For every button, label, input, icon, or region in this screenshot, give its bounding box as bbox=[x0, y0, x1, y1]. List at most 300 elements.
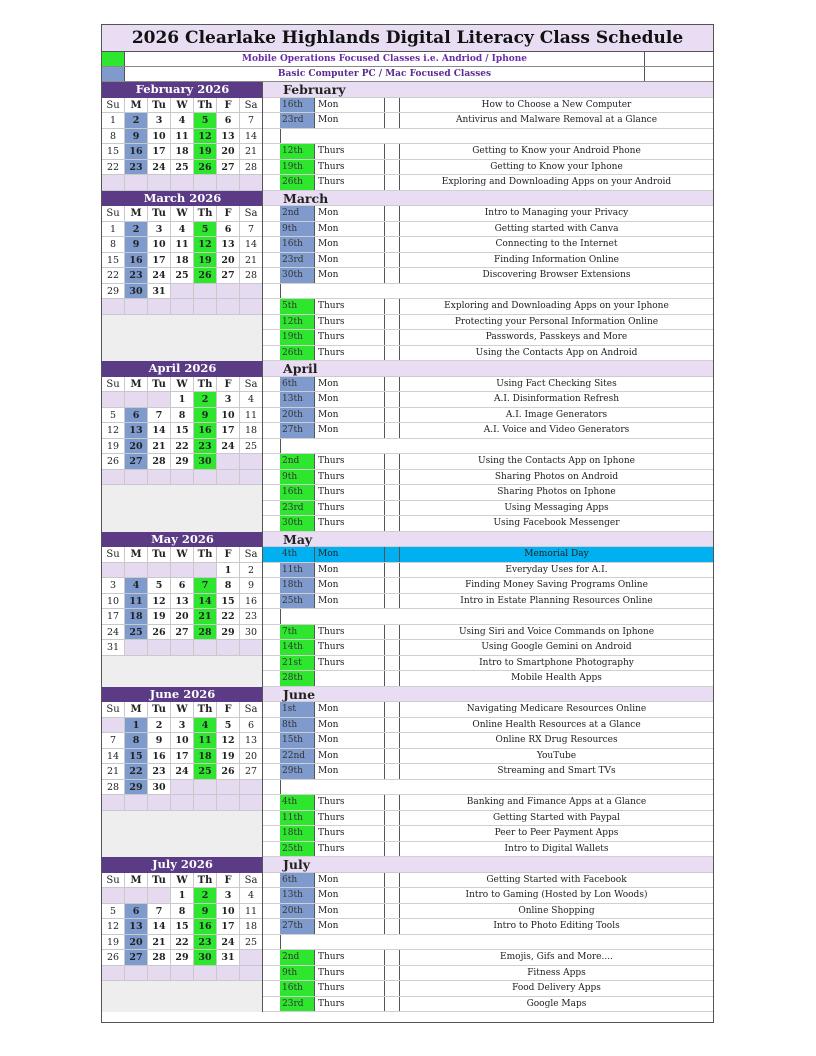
blank-row bbox=[263, 439, 713, 455]
month-header: April bbox=[263, 361, 713, 377]
row-divider bbox=[280, 284, 281, 299]
calendar-day: 14 bbox=[194, 594, 217, 610]
class-date: 19th bbox=[280, 330, 314, 345]
calendar-week bbox=[102, 423, 263, 439]
class-day: Mon bbox=[314, 888, 384, 903]
class-day: Mon bbox=[314, 237, 384, 252]
class-row bbox=[263, 98, 713, 114]
calendar-day: 23 bbox=[194, 439, 217, 455]
calendar-day bbox=[240, 470, 263, 486]
blank-row bbox=[263, 129, 713, 145]
row-separator bbox=[384, 315, 400, 330]
calendar-day: 18 bbox=[171, 144, 194, 160]
class-row bbox=[263, 919, 713, 935]
calendar-day: 8 bbox=[171, 408, 194, 424]
row-separator bbox=[384, 253, 400, 268]
weekday-label: F bbox=[217, 873, 240, 889]
calendar-day bbox=[240, 950, 263, 966]
row-separator bbox=[384, 516, 400, 531]
blank-row bbox=[263, 780, 713, 796]
class-day: Thurs bbox=[314, 315, 384, 330]
calendar-day: 3 bbox=[217, 888, 240, 904]
calendar-week bbox=[102, 222, 263, 238]
class-date: 14th bbox=[280, 640, 314, 655]
class-title: Intro to Photo Editing Tools bbox=[493, 921, 620, 931]
weekday-label: Th bbox=[194, 98, 217, 114]
row-separator bbox=[384, 625, 400, 640]
legend-pc-label: Basic Computer PC / Mac Focused Classes bbox=[125, 67, 645, 81]
calendar-day: 5 bbox=[148, 578, 171, 594]
calendar-day bbox=[240, 175, 263, 191]
calendar-title: February 2026 bbox=[102, 82, 263, 98]
class-date: 20th bbox=[280, 904, 314, 919]
month-header: June bbox=[263, 687, 713, 703]
row-separator bbox=[384, 330, 400, 345]
row-separator bbox=[384, 160, 400, 175]
calendar-day bbox=[240, 640, 263, 656]
calendar-day: 15 bbox=[171, 423, 194, 439]
calendar-day: 11 bbox=[171, 129, 194, 145]
class-title: Peer to Peer Payment Apps bbox=[494, 828, 619, 838]
calendar-day: 25 bbox=[194, 764, 217, 780]
calendar-day: 27 bbox=[171, 625, 194, 641]
calendar-day: 17 bbox=[148, 144, 171, 160]
legend-mobile-label: Mobile Operations Focused Classes i.e. Andriod / Iphone bbox=[125, 52, 645, 66]
page-title: 2026 Clearlake Highlands Digital Literacy Class Schedule bbox=[102, 25, 713, 52]
calendar-weekdays bbox=[102, 873, 263, 889]
calendar-day: 31 bbox=[148, 284, 171, 300]
calendar-day bbox=[240, 299, 263, 315]
calendar-day bbox=[194, 284, 217, 300]
calendar-day bbox=[125, 175, 148, 191]
class-row bbox=[263, 299, 713, 315]
calendar-day: 10 bbox=[217, 408, 240, 424]
calendar-week bbox=[102, 160, 263, 176]
calendar-week bbox=[102, 888, 263, 904]
row-separator bbox=[384, 222, 400, 237]
mini-calendar bbox=[102, 857, 263, 1012]
class-row bbox=[263, 113, 713, 129]
class-row bbox=[263, 423, 713, 439]
class-day: Mon bbox=[314, 408, 384, 423]
calendar-day: 23 bbox=[125, 160, 148, 176]
calendar-day: 17 bbox=[171, 749, 194, 765]
class-date: 12th bbox=[280, 315, 314, 330]
calendar-day: 1 bbox=[102, 113, 125, 129]
calendar-day: 19 bbox=[194, 253, 217, 269]
calendar-day: 27 bbox=[217, 268, 240, 284]
calendar-week bbox=[102, 764, 263, 780]
class-day: Thurs bbox=[314, 299, 384, 314]
row-separator bbox=[384, 563, 400, 578]
weekday-label: W bbox=[171, 377, 194, 393]
weekday-label: Th bbox=[194, 206, 217, 222]
calendar-week bbox=[102, 749, 263, 765]
calendar-week bbox=[102, 795, 263, 811]
calendar-day: 20 bbox=[171, 609, 194, 625]
calendar-week bbox=[102, 966, 263, 982]
calendar-day: 9 bbox=[194, 904, 217, 920]
calendar-day bbox=[171, 966, 194, 982]
calendar-day: 19 bbox=[148, 609, 171, 625]
class-row bbox=[263, 594, 713, 610]
class-title: A.I. Image Generators bbox=[505, 409, 608, 420]
calendar-day: 27 bbox=[217, 160, 240, 176]
class-row bbox=[263, 501, 713, 517]
calendar-day: 10 bbox=[148, 237, 171, 253]
calendar-day bbox=[102, 718, 125, 734]
row-separator bbox=[384, 144, 400, 159]
calendar-day: 21 bbox=[194, 609, 217, 625]
class-row bbox=[263, 206, 713, 222]
calendar-day: 3 bbox=[102, 578, 125, 594]
class-date: 19th bbox=[280, 160, 314, 175]
calendar-weekdays bbox=[102, 98, 263, 114]
class-day: Mon bbox=[314, 98, 384, 113]
calendar-day bbox=[148, 563, 171, 579]
class-day: Thurs bbox=[314, 811, 384, 826]
calendar-week bbox=[102, 237, 263, 253]
calendar-day: 12 bbox=[194, 237, 217, 253]
class-row bbox=[263, 733, 713, 749]
calendar-day bbox=[240, 454, 263, 470]
calendar-day: 20 bbox=[240, 749, 263, 765]
calendar-day: 28 bbox=[148, 950, 171, 966]
calendar-week bbox=[102, 904, 263, 920]
class-day: Thurs bbox=[314, 516, 384, 531]
class-title: Protecting your Personal Information Online bbox=[454, 316, 659, 327]
calendar-day: 4 bbox=[194, 718, 217, 734]
weekday-label: Sa bbox=[240, 377, 263, 393]
calendar-day bbox=[102, 795, 125, 811]
calendar-day: 7 bbox=[102, 733, 125, 749]
class-title: Using Fact Checking Sites bbox=[496, 378, 617, 389]
class-title: A.I. Disinformation Refresh bbox=[493, 394, 620, 404]
calendar-day: 18 bbox=[194, 749, 217, 765]
calendar-day: 5 bbox=[194, 113, 217, 129]
row-divider bbox=[280, 129, 281, 144]
row-separator bbox=[384, 346, 400, 361]
calendar-day: 31 bbox=[102, 640, 125, 656]
class-date: 29th bbox=[280, 764, 314, 779]
class-date: 21st bbox=[280, 656, 314, 671]
class-date: 12th bbox=[280, 144, 314, 159]
class-title: Getting Started with Paypal bbox=[492, 812, 621, 823]
class-date: 11th bbox=[280, 563, 314, 578]
row-separator bbox=[384, 997, 400, 1012]
class-date: 28th bbox=[280, 671, 314, 686]
calendar-day: 22 bbox=[125, 764, 148, 780]
calendar-day: 1 bbox=[125, 718, 148, 734]
calendar-day: 16 bbox=[125, 144, 148, 160]
calendar-day: 1 bbox=[171, 888, 194, 904]
class-day: Thurs bbox=[314, 640, 384, 655]
class-date: 25th bbox=[280, 594, 314, 609]
calendar-day: 28 bbox=[240, 160, 263, 176]
calendar-day bbox=[194, 780, 217, 796]
legend-swatch-pc bbox=[102, 67, 125, 81]
row-separator bbox=[384, 640, 400, 655]
weekday-label: Tu bbox=[148, 702, 171, 718]
weekday-label: Sa bbox=[240, 98, 263, 114]
weekday-label: M bbox=[125, 206, 148, 222]
class-row bbox=[263, 330, 713, 346]
calendar-week bbox=[102, 439, 263, 455]
calendar-day: 30 bbox=[240, 625, 263, 641]
weekday-label: Tu bbox=[148, 206, 171, 222]
calendar-day: 24 bbox=[171, 764, 194, 780]
calendar-day: 12 bbox=[148, 594, 171, 610]
calendar-day bbox=[194, 563, 217, 579]
calendar-week bbox=[102, 563, 263, 579]
calendar-day: 11 bbox=[240, 408, 263, 424]
class-date: 16th bbox=[280, 237, 314, 252]
calendar-day: 16 bbox=[240, 594, 263, 610]
calendar-day: 7 bbox=[194, 578, 217, 594]
calendar-day bbox=[194, 299, 217, 315]
calendar-day: 26 bbox=[194, 160, 217, 176]
class-date: 30th bbox=[280, 268, 314, 283]
weekday-label: M bbox=[125, 98, 148, 114]
weekday-label: F bbox=[217, 547, 240, 563]
class-date: 23rd bbox=[280, 997, 314, 1012]
row-separator bbox=[384, 904, 400, 919]
row-separator bbox=[384, 873, 400, 888]
weekday-label: F bbox=[217, 206, 240, 222]
row-separator bbox=[384, 795, 400, 810]
calendar-day bbox=[194, 966, 217, 982]
class-date: 16th bbox=[280, 98, 314, 113]
calendar-day bbox=[217, 795, 240, 811]
class-day: Mon bbox=[314, 578, 384, 593]
calendar-day: 20 bbox=[217, 253, 240, 269]
calendar-day bbox=[148, 795, 171, 811]
calendar-day bbox=[171, 795, 194, 811]
class-row bbox=[263, 981, 713, 997]
class-day: Mon bbox=[314, 702, 384, 717]
weekday-label: M bbox=[125, 377, 148, 393]
class-row bbox=[263, 842, 713, 858]
calendar-day bbox=[240, 966, 263, 982]
calendar-day: 16 bbox=[148, 749, 171, 765]
class-row bbox=[263, 222, 713, 238]
class-day: Mon bbox=[314, 113, 384, 128]
class-title: Exploring and Downloading Apps on your Iphone bbox=[444, 301, 669, 311]
calendar-week bbox=[102, 113, 263, 129]
calendar-day: 20 bbox=[125, 935, 148, 951]
calendar-day: 16 bbox=[194, 919, 217, 935]
class-row bbox=[263, 888, 713, 904]
class-title: Sharing Photos on Android bbox=[494, 471, 619, 482]
calendar-day: 10 bbox=[171, 733, 194, 749]
calendar-day: 22 bbox=[171, 439, 194, 455]
calendar-day: 24 bbox=[102, 625, 125, 641]
calendar-week bbox=[102, 780, 263, 796]
class-title: Finding Information Online bbox=[494, 254, 619, 265]
class-title: Using the Contacts App on Iphone bbox=[478, 456, 635, 466]
class-title: Online RX Drug Resources bbox=[495, 735, 618, 745]
calendar-day bbox=[125, 563, 148, 579]
weekday-label: Su bbox=[102, 547, 125, 563]
class-day: Thurs bbox=[314, 175, 384, 190]
calendar-week bbox=[102, 284, 263, 300]
row-separator bbox=[384, 98, 400, 113]
calendar-week bbox=[102, 950, 263, 966]
class-day: Mon bbox=[314, 547, 384, 562]
calendar-week bbox=[102, 454, 263, 470]
class-date: 16th bbox=[280, 485, 314, 500]
calendar-day: 29 bbox=[125, 780, 148, 796]
class-day: Thurs bbox=[314, 950, 384, 965]
class-title: Using Google Gemini on Android bbox=[481, 642, 632, 652]
class-title: Using Siri and Voice Commands on Iphone bbox=[458, 626, 655, 637]
calendar-day: 11 bbox=[171, 237, 194, 253]
row-separator bbox=[384, 237, 400, 252]
class-day: Thurs bbox=[314, 981, 384, 996]
calendar-day: 28 bbox=[240, 268, 263, 284]
calendar-day: 30 bbox=[194, 454, 217, 470]
row-separator bbox=[384, 826, 400, 841]
class-day: Thurs bbox=[314, 485, 384, 500]
calendar-day: 25 bbox=[171, 268, 194, 284]
calendar-day: 18 bbox=[171, 253, 194, 269]
calendar-day: 23 bbox=[194, 935, 217, 951]
class-row bbox=[263, 315, 713, 331]
class-title: Connecting to the Internet bbox=[495, 239, 618, 249]
calendar-week bbox=[102, 718, 263, 734]
calendar-day: 28 bbox=[148, 454, 171, 470]
row-separator bbox=[384, 485, 400, 500]
class-title: YouTube bbox=[536, 750, 577, 761]
calendar-title: June 2026 bbox=[102, 687, 263, 703]
calendar-day: 19 bbox=[217, 749, 240, 765]
row-separator bbox=[384, 966, 400, 981]
class-row bbox=[263, 377, 713, 393]
mini-calendar bbox=[102, 191, 263, 362]
calendar-day: 22 bbox=[102, 160, 125, 176]
class-title: Getting to Know your Iphone bbox=[490, 161, 623, 172]
calendar-day: 10 bbox=[148, 129, 171, 145]
calendar-day bbox=[217, 640, 240, 656]
calendar-day: 22 bbox=[102, 268, 125, 284]
class-day: Mon bbox=[314, 764, 384, 779]
calendar-day bbox=[125, 392, 148, 408]
class-title: Fitness Apps bbox=[527, 967, 586, 978]
calendar-day: 6 bbox=[217, 222, 240, 238]
class-row bbox=[263, 160, 713, 176]
legend-mobile bbox=[102, 52, 713, 67]
calendar-day bbox=[217, 966, 240, 982]
class-title: Intro in Estate Planning Resources Online bbox=[460, 595, 653, 606]
weekday-label: Su bbox=[102, 98, 125, 114]
class-title: Banking and Fimance Apps at a Glance bbox=[466, 797, 647, 807]
class-row bbox=[263, 811, 713, 827]
calendar-day: 25 bbox=[240, 935, 263, 951]
calendar-day bbox=[125, 640, 148, 656]
class-row bbox=[263, 175, 713, 191]
calendar-day: 5 bbox=[217, 718, 240, 734]
calendar-day bbox=[148, 175, 171, 191]
calendar-day bbox=[102, 888, 125, 904]
calendar-day bbox=[102, 563, 125, 579]
class-row bbox=[263, 625, 713, 641]
calendar-day: 4 bbox=[171, 222, 194, 238]
calendar-day: 27 bbox=[240, 764, 263, 780]
calendar-day bbox=[194, 640, 217, 656]
class-title: Food Delivery Apps bbox=[512, 983, 601, 993]
weekday-label: F bbox=[217, 98, 240, 114]
calendar-day: 13 bbox=[240, 733, 263, 749]
row-separator bbox=[384, 919, 400, 934]
calendar-day: 3 bbox=[148, 113, 171, 129]
calendar-day bbox=[171, 470, 194, 486]
calendar-day: 13 bbox=[171, 594, 194, 610]
mini-calendar bbox=[102, 532, 263, 687]
class-row bbox=[263, 640, 713, 656]
class-date: 8th bbox=[280, 718, 314, 733]
calendar-week bbox=[102, 625, 263, 641]
calendar-day: 6 bbox=[125, 408, 148, 424]
calendar-day: 7 bbox=[148, 904, 171, 920]
calendar-day: 13 bbox=[217, 129, 240, 145]
calendar-day: 29 bbox=[217, 625, 240, 641]
class-row bbox=[263, 237, 713, 253]
calendar-day bbox=[194, 795, 217, 811]
calendar-day: 16 bbox=[194, 423, 217, 439]
calendar-day: 4 bbox=[171, 113, 194, 129]
class-row bbox=[263, 253, 713, 269]
calendar-day: 24 bbox=[148, 160, 171, 176]
class-date: 7th bbox=[280, 625, 314, 640]
month-header: July bbox=[263, 857, 713, 873]
class-date: 9th bbox=[280, 470, 314, 485]
calendar-week bbox=[102, 733, 263, 749]
calendar-week bbox=[102, 609, 263, 625]
calendar-day: 17 bbox=[148, 253, 171, 269]
calendar-day: 11 bbox=[240, 904, 263, 920]
calendar-title: July 2026 bbox=[102, 857, 263, 873]
calendar-day: 8 bbox=[125, 733, 148, 749]
calendar-day: 8 bbox=[171, 904, 194, 920]
calendar-day: 3 bbox=[148, 222, 171, 238]
calendar-day bbox=[217, 780, 240, 796]
calendar-day bbox=[240, 795, 263, 811]
class-row bbox=[263, 578, 713, 594]
class-title: Using the Contacts App on Android bbox=[475, 347, 638, 358]
calendar-day: 2 bbox=[148, 718, 171, 734]
calendar-day bbox=[125, 966, 148, 982]
calendar-day: 7 bbox=[240, 222, 263, 238]
calendar-day: 11 bbox=[125, 594, 148, 610]
calendar-day: 12 bbox=[217, 733, 240, 749]
calendar-week bbox=[102, 470, 263, 486]
class-date: 2nd bbox=[280, 206, 314, 221]
calendar-day: 14 bbox=[148, 423, 171, 439]
class-title: Intro to Gaming (Hosted by Lon Woods) bbox=[465, 890, 648, 900]
class-title: Finding Money Saving Programs Online bbox=[465, 580, 648, 590]
class-row bbox=[263, 826, 713, 842]
class-day: Mon bbox=[314, 253, 384, 268]
calendar-day bbox=[102, 966, 125, 982]
calendar-day: 20 bbox=[125, 439, 148, 455]
class-date: 9th bbox=[280, 966, 314, 981]
calendar-day: 3 bbox=[171, 718, 194, 734]
class-title: Passwords, Passkeys and More bbox=[485, 332, 628, 342]
calendar-title: May 2026 bbox=[102, 532, 263, 548]
class-day: Mon bbox=[314, 873, 384, 888]
class-title: Intro to Managing your Privacy bbox=[484, 208, 629, 218]
calendar-day bbox=[102, 470, 125, 486]
